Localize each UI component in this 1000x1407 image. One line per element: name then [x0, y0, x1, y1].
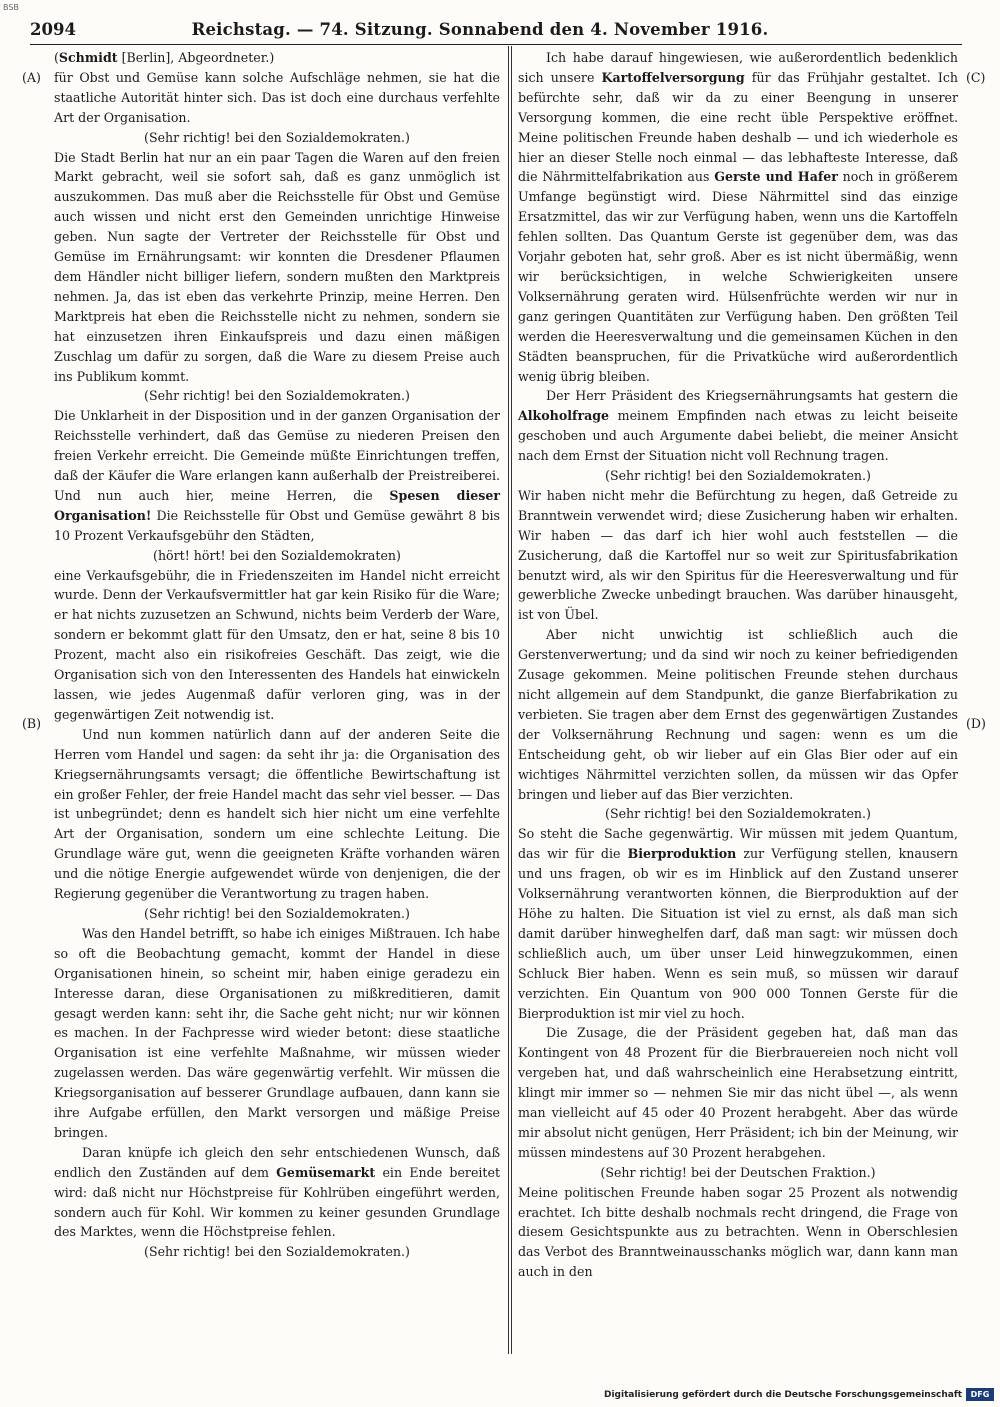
interjection: (Sehr richtig! bei den Sozialdemokraten.)	[605, 468, 871, 484]
left-column	[54, 48, 500, 1262]
interjection: (Sehr richtig! bei der Deutschen Fraktion.)	[600, 1164, 876, 1180]
paragraph: Aber nicht unwichtig ist schließlich auch die Gerstenverwertung; und da sind wir noch zu keiner befriedigenden Zusage gekommen. Meine politischen Freunde stehen durchaus nicht allgemein auf dem Standpunkt, die ganze Bierfabrikation zu verbieten. Sie tragen aber dem Ernst des gegenwärtigen Zustandes der Volksernährung Rechnung und sagen: wenn es um die Entscheidung geht, ob wir lieber auf ein Glas Bier oder auf ein wichtiges Nährmittel verzichten sollen, da müssen wir das Opfer bringen und lieber auf das Bier verzichten.	[518, 627, 958, 802]
paragraph: Daran knüpfe ich gleich den sehr entschiedenen Wunsch, daß endlich den Zuständen auf dem Gemüsemarkt ein Ende bereitet wird: daß nicht nur Höchstpreise für Kohlrüben eingeführt werden, sondern auch für Kohl. Wir kommen zu keiner gesunden Grundlage des Marktes, wenn die Höchstpreise fehlen.	[54, 1144, 500, 1240]
paragraph: für Obst und Gemüse kann solche Aufschläge nehmen, sie hat die staatliche Autorität hinter sich. Das ist doch eine durchaus verfehlte Art der Organisation.	[54, 69, 500, 125]
paragraph: (Schmidt [Berlin], Abgeordneter.)	[54, 50, 275, 65]
interjection: (Sehr richtig! bei den Sozialdemokraten.)	[144, 129, 410, 145]
page-header	[30, 20, 962, 42]
column-divider-inner	[511, 46, 512, 1354]
paragraph: So steht die Sache gegenwärtig. Wir müssen mit jedem Quantum, das wir für die Bierproduktion zur Verfügung stellen, knausern und uns fragen, ob wir es im Hinblick auf den Zustand unserer Volksernährung verantworten können, die Bierproduktion auf der Höhe zu halten. Die Situation ist viel zu ernst, als daß man sich damit darüber hinweghelfen darf, daß man sagt: wir müssen doch schließlich auch, um über unser Leid hinwegzukommen, einen Schluck Bier haben. Wenn es sein muß, so müssen wir darauf verzichten. Ein Quantum von 900 000 Tonnen Gerste für die Bierproduktion ist mir viel zu hoch.	[518, 826, 958, 1021]
header-rule	[30, 44, 962, 45]
interjection: (Sehr richtig! bei den Sozialdemokraten.)	[144, 388, 410, 404]
margin-mark-b: (B)	[22, 716, 42, 731]
paragraph: eine Verkaufsgebühr, die in Friedenszeiten im Handel nicht erreicht wurde. Denn der Verkaufsvermittler hat gar kein Risiko für die Ware; er hat nichts zuzusetzen an Schwund, nichts beim Verderb der Ware, sondern er bekommt glatt für den Umsatz, den er hat, seine 8 bis 10 Prozent, macht also ein risikofreies Geschäft. Das zeigt, wie die Organisation sich von den Interessenten des Handels hat einwickeln lassen, wie jedes Augenmaß dafür verloren ging, was in der gegenwärtigen Zeit notwendig ist.	[54, 567, 500, 722]
page-title: Reichstag. — 74. Sitzung. Sonnabend den 4. November 1916.	[191, 20, 769, 39]
page-number: 2094	[30, 20, 76, 39]
paragraph: Und nun kommen natürlich dann auf der anderen Seite die Herren vom Handel und sagen: da seht ihr ja: die Organisation des Kriegsernährungsamts versagt; die öffentliche Bewirtschaftung ist ein großer Fehler, der freie Handel macht das sehr viel besser. — Das ist unbegründet; denn es handelt sich hier nicht um eine verfehlte Art der Organisation, sondern um eine schlechte Leitung. Die Grundlage wäre gut, wenn die geeigneten Kräfte vorhanden wären und die nötige Energie aufgewendet würde von denjenigen, die der Regierung gegenüber die Verantwortung zu tragen haben.	[54, 726, 500, 902]
right-column	[518, 48, 958, 1282]
paragraph: Die Zusage, die der Präsident gegeben hat, daß man das Kontingent von 48 Prozent für die Bierbrauereien noch nicht voll vergeben hat, und daß wahrscheinlich eine Herabsetzung eintritt, klingt mir immer so — nehmen Sie mir das nicht übel —, als wenn man vielleicht auf 45 oder 40 Prozent herabgeht. Aber das würde mir absolut nicht genügen, Herr Präsident; ich bin der Meinung, wir müssen mindestens auf 30 Prozent herabgehen.	[518, 1025, 958, 1160]
paragraph: Wir haben nicht mehr die Befürchtung zu hegen, daß Getreide zu Branntwein verwendet wird; diese Zusicherung haben wir erhalten. Wir haben — das darf ich hier wohl auch feststellen — die Zusicherung, daß die Kartoffel nur so weit zur Spiritusfabrikation benutzt wird, als wir den Spiritus für die Heeresverwaltung und für gewerbliche Zwecke unbedingt brauchen. Was darüber hinausgeht, ist von Übel.	[518, 487, 958, 623]
paragraph: Was den Handel betrifft, so habe ich einiges Mißtrauen. Ich habe so oft die Beobachtung gemacht, kommt der Handel in diese Organisationen hinein, so scheint mir, haben einige geradezu ein Interesse daran, diese Organisationen zu mißkreditieren, damit gesagt werden kann: seht ihr, die Sache geht nicht; nur wir können es machen. In der Fachpresse wird wieder betont: diese staatliche Organisation ist eine verfehlte Maßnahme, wir müssen wieder zugelassen werden. Das wäre gegenwärtig verfehlt. Wir müssen die Kriegsorganisation auf besserer Grundlage aufbauen, dann kann sie ihre Aufgabe erfüllen, den Markt versorgen und mäßige Preise bringen.	[54, 925, 500, 1140]
paragraph: Die Unklarheit in der Disposition und in der ganzen Organisation der Reichsstelle verhindert, daß das Gemüse zu niederen Preisen den freien Verkehr erreicht. Die Gemeinde müßte Einrichtungen treffen, daß der Käufer die Ware erlangen kann außerhalb der Preistreiberei. Und nun auch hier, meine Herren, die Spesen dieser Organisation! Die Reichsstelle für Obst und Gemüse gewährt 8 bis 10 Prozent Verkaufsgebühr den Städten,	[54, 408, 500, 543]
margin-mark-a: (A)	[22, 70, 41, 85]
paragraph: Der Herr Präsident des Kriegsernährungsamts hat gestern die Alkoholfrage meinem Empfinden nach etwas zu leicht beiseite geschoben und auch Argumente dabei beliebt, die meiner Ansicht nach dem Ernst der Situation nicht voll Rechnung tragen.	[518, 388, 958, 464]
margin-mark-d: (D)	[966, 716, 986, 731]
interjection: (Sehr richtig! bei den Sozialdemokraten.)	[144, 905, 410, 921]
paragraph: Meine politischen Freunde haben sogar 25 Prozent als notwendig erachtet. Ich bitte deshalb nochmals recht dringend, die Frage von diesem Gesichtspunkte aus zu betrachten. Wenn in Oberschlesien das Verbot des Branntweinausschanks möglich war, dann kann man auch in den	[518, 1184, 958, 1280]
interjection: (Sehr richtig! bei den Sozialdemokraten.)	[605, 806, 871, 822]
interjection: (hört! hört! bei den Sozialdemokraten)	[153, 547, 401, 563]
interjection: (Sehr richtig! bei den Sozialdemokraten.)	[144, 1244, 410, 1260]
dfg-logo: DFG	[966, 1388, 994, 1401]
paragraph: Die Stadt Berlin hat nur an ein paar Tagen die Waren auf den freien Markt gebracht, weil sie sofort sah, daß es ganz unmöglich ist auszukommen. Das muß aber die Reichsstelle für Obst und Gemüse auch wissen und nicht erst den Gemeinden unrichtige Hinweise geben. Nun sagte der Vertreter der Reichsstelle für Obst und Gemüse im Ernährungsamt: wir konnten die Dresdener Pflaumen dem Händler nicht billiger liefern, sondern mußten den Marktpreis nehmen. Ja, das ist eben das verkehrte Prinzip, meine Herren. Den Marktpreis hat eben die Reichsstelle nicht zu nehmen, sondern sie hat einzusetzen ihren Einkaufspreis und dazu einen mäßigen Zuschlag um dafür zu sorgen, daß die Ware zu diesem Preise auch ins Publikum kommt.	[54, 149, 500, 384]
library-mark: BSB	[3, 3, 19, 12]
column-divider	[508, 46, 509, 1354]
margin-mark-c: (C)	[966, 70, 986, 85]
footer-credit: Digitalisierung gefördert durch die Deutsche Forschungsgemeinschaft	[604, 1390, 963, 1400]
paragraph: Ich habe darauf hingewiesen, wie außerordentlich bedenklich sich unsere Kartoffelversorgung für das Frühjahr gestaltet. Ich befürchte sehr, daß wir da zu einer Beengung in unserer Versorgung kommen, die eine recht üble Perspektive eröffnet. Meine politischen Freunde haben deshalb — und ich wiederhole es hier an dieser Stelle noch einmal — das lebhafteste Interesse, daß die Nährmittelfabrikation aus Gerste und Hafer noch in größerem Umfange begünstigt wird. Diese Nährmittel sind das einzige Ersatzmittel, das wir zur Verfügung haben, wenn uns die Kartoffeln fehlen sollten. Das Quantum Gerste ist gegenüber dem, was das Vorjahr geboten hat, sehr groß. Aber es ist nicht übermäßig, wenn wir berücksichtigen, in welche Schwierigkeiten unsere Volksernährung geraten wird. Hülsenfrüchte werden wir nur in ganz geringen Quantitäten zur Verfügung haben. Den größten Teil werden die Heeresverwaltung und die gemeinsamen Küchen in den Städten beanspruchen, für die Privatküche wird außerordentlich wenig übrig bleiben.	[518, 50, 958, 384]
